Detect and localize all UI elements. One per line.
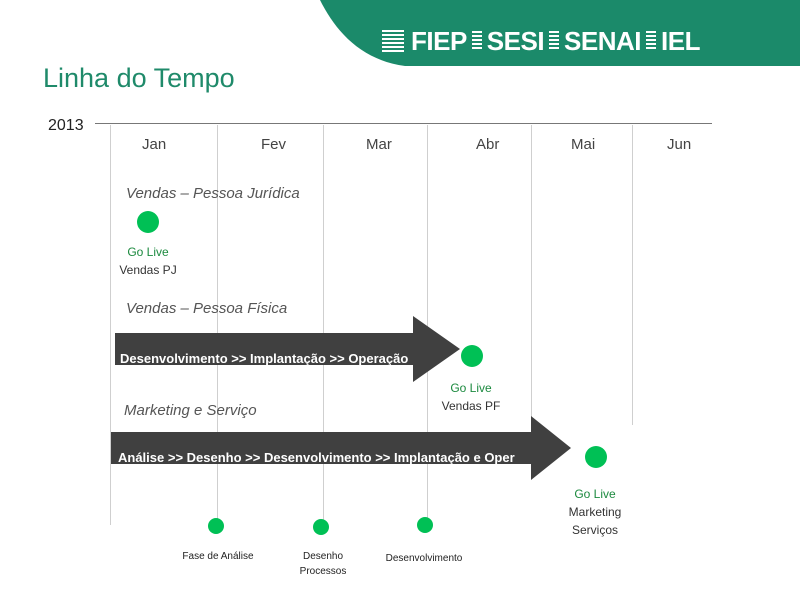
month-mar: Mar [366, 136, 392, 153]
logo-separator-icon [472, 31, 482, 51]
milestone-dot [137, 211, 159, 233]
phase-dot [313, 519, 329, 535]
month-abr: Abr [476, 136, 500, 153]
month-mai: Mai [571, 136, 596, 153]
phase-dot [417, 517, 433, 533]
logo-senai: SENAI [564, 25, 642, 56]
month-jun: Jun [667, 136, 692, 153]
phase-arrow-marketing [111, 416, 571, 480]
phase-label-line2: Processos [299, 566, 347, 577]
logo-iel: IEL [661, 25, 700, 56]
phase-desenho [283, 549, 363, 579]
milestone-dot [461, 345, 483, 367]
year-label: 2013 [48, 117, 84, 134]
milestone-label: Go Live [574, 487, 616, 501]
section-title-marketing: Marketing e Serviço [124, 402, 257, 419]
logo-separator-icon [646, 31, 656, 51]
milestone-sub: Vendas PF [441, 399, 501, 413]
milestone-label: Go Live [450, 381, 492, 395]
section-title-vendas-pj: Vendas – Pessoa Jurídica [126, 185, 300, 202]
milestone-sub: Vendas PJ [119, 263, 177, 277]
month-fev: Fev [261, 136, 287, 153]
logo-separator-icon [549, 31, 559, 51]
milestone-sub: Serviços [571, 523, 618, 537]
phase-analise: Fase de Análise [182, 551, 254, 562]
milestone-label: Go Live [127, 245, 169, 259]
arrow-text-vendas-pf: Desenvolvimento >> Implantação >> Operação [120, 351, 409, 366]
phase-arrow-vendas-pf [115, 316, 460, 382]
month-jan: Jan [142, 136, 167, 153]
logo-fiep: FIEP [411, 25, 467, 56]
milestone-vendas-pj [110, 243, 186, 279]
phase-dot [208, 518, 224, 534]
fiep-emblem-icon [382, 30, 404, 52]
timeline-axis [95, 123, 712, 124]
month-divider [632, 125, 633, 425]
phase-desenvolvimento: Desenvolvimento [385, 553, 463, 564]
page-title: Linha do Tempo [43, 63, 235, 93]
milestone-dot [585, 446, 607, 468]
phase-label-line1: Desenho [302, 551, 344, 562]
month-divider [531, 125, 532, 425]
section-title-vendas-pf: Vendas – Pessoa Física [126, 300, 288, 317]
milestone-marketing [555, 485, 635, 539]
logo-sesi: SESI [486, 25, 545, 56]
arrow-text-marketing: Análise >> Desenho >> Desenvolvimento >> Implantação e Oper [118, 450, 515, 465]
milestone-vendas-pf [433, 379, 509, 415]
brand-logo [382, 26, 700, 56]
milestone-sub: Marketing [568, 505, 622, 519]
